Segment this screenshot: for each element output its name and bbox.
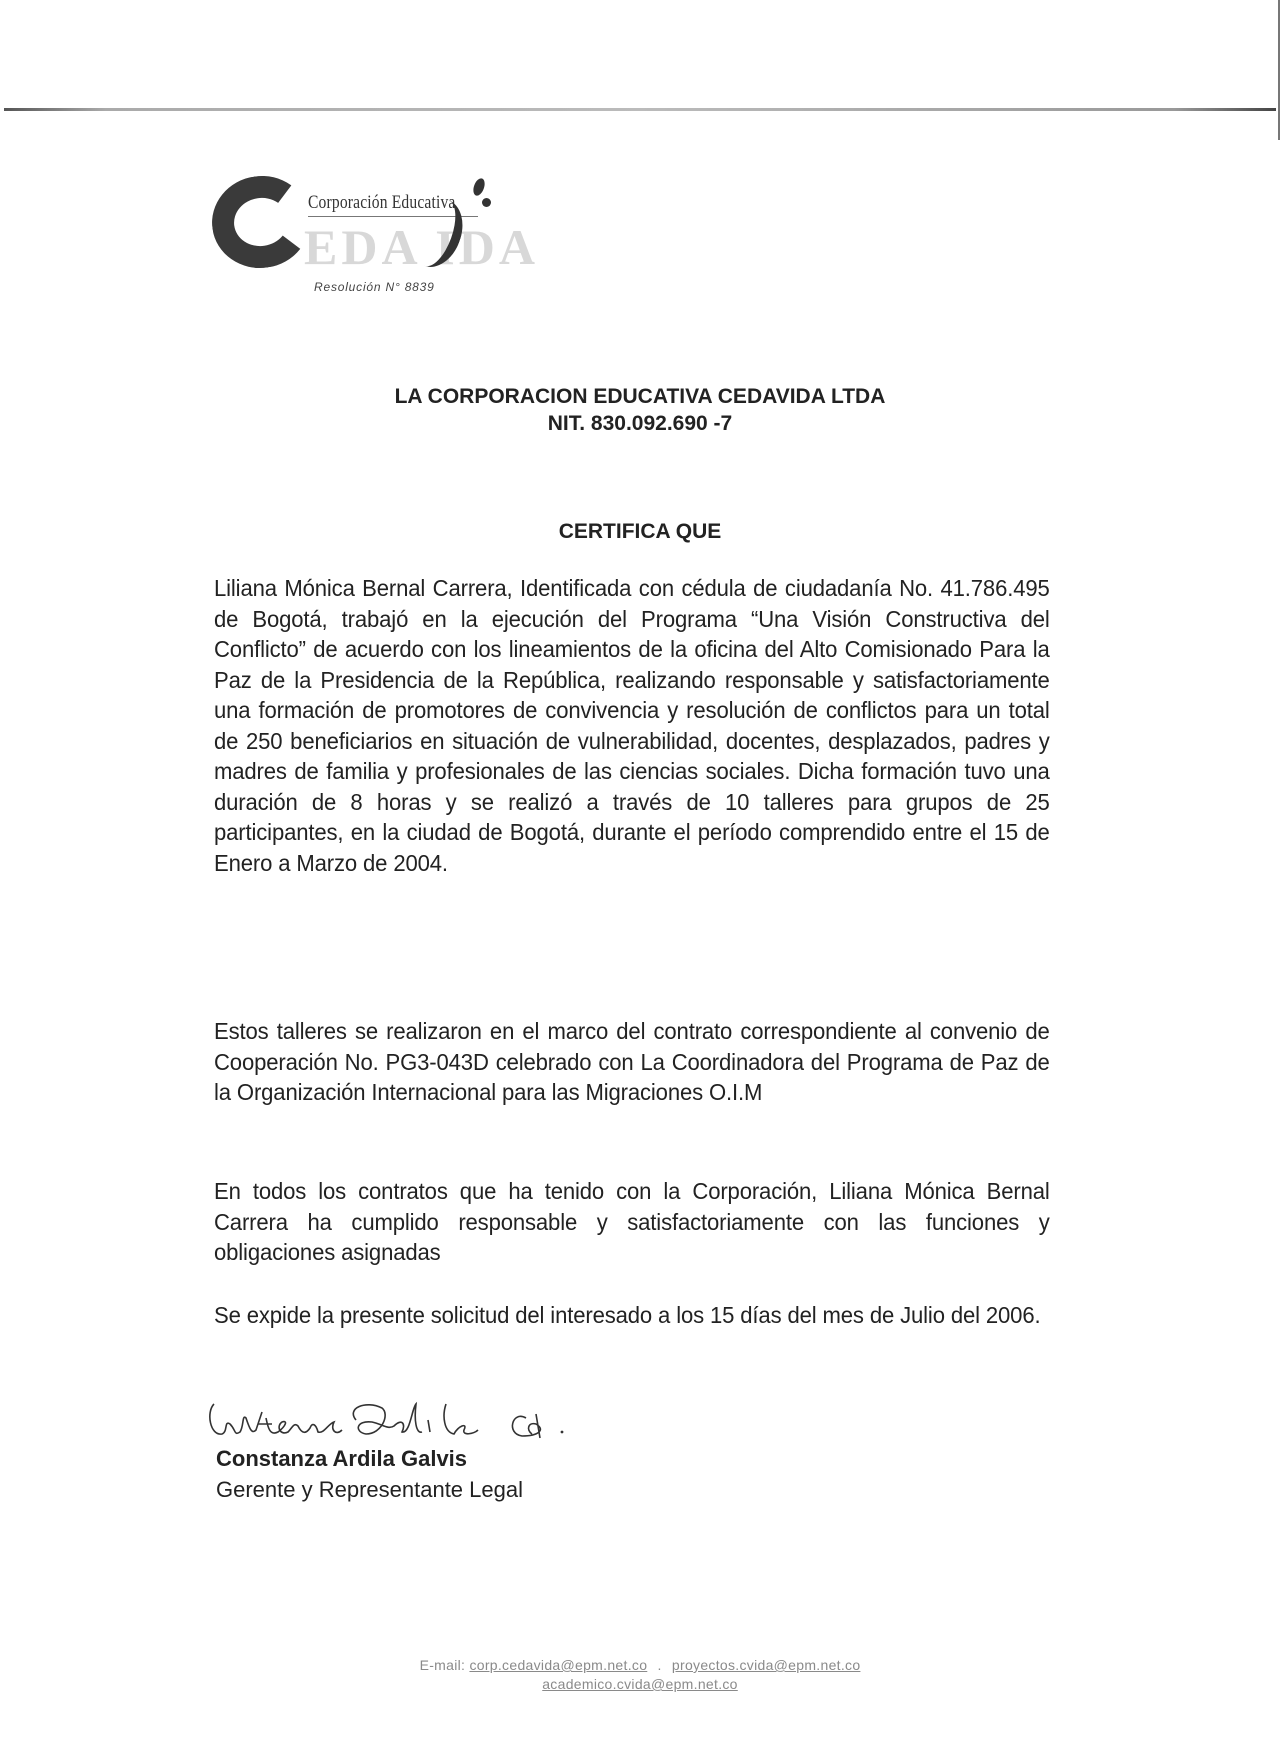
logo-dot-icon: [482, 198, 491, 207]
email-label: E-mail:: [419, 1657, 466, 1673]
signatory-name: Constanza Ardila Galvis: [216, 1446, 468, 1471]
logo-top-text: Corporación Educativa: [308, 192, 456, 213]
email-link-proyectos[interactable]: proyectos.cvida@epm.net.co: [671, 1657, 861, 1673]
footer-contact: [0, 1657, 1280, 1673]
signatory-role: Gerente y Representante Legal: [216, 1477, 523, 1502]
handwritten-signature: [206, 1390, 636, 1446]
certifies-heading: CERTIFICA QUE: [558, 520, 722, 543]
email-separator: .: [657, 1657, 662, 1673]
nit-number: NIT. 830.092.690 -7: [547, 412, 733, 435]
scan-page-edge: [4, 108, 1276, 111]
logo-brand-text: EDA IDA: [304, 219, 539, 275]
scan-background: [0, 0, 1280, 110]
body-paragraph: Liliana Mónica Bernal Carrera, Identificada con cédula de ciudadanía No. 41.786.495 de Bogotá, trabajó en la ejecución del Programa “Una Visión Constructiva del Conflicto” de acuerdo con los lineamientos de la oficina del Alto Comisionado Para la Paz de la Presidencia de la República, realizando responsable y satisfactoriamente una formación de promotores de convivencia y resolución de conflictos para un total de 250 beneficiarios en situación de vulnerabilidad, docentes, desplazados, padres y madres de familia y profesionales de las ciencias sociales. Dicha formación tuvo una duración de 8 horas y se realizó a través de 10 talleres para grupos de 25 participantes, en la ciudad de Bogotá, durante el período comprendido entre el 15 de Enero a Marzo de 2004.: [214, 575, 1050, 876]
email-link-corp[interactable]: corp.cedavida@epm.net.co: [469, 1657, 648, 1673]
logo-resolution: Resolución N° 8839: [314, 280, 435, 294]
organization-title: LA CORPORACION EDUCATIVA CEDAVIDA LTDA: [394, 385, 886, 408]
body-paragraph: Se expide la presente solicitud del interesado a los 15 días del mes de Julio del 2006.: [214, 1302, 1041, 1328]
logo-figure-icon: [471, 177, 487, 197]
body-paragraph: Estos talleres se realizaron en el marco del contrato correspondiente al convenio de Cooperación No. PG3-043D celebrado con La Coordinadora del Programa de Paz de la Organización Internacional para las Migraciones O.I.M: [214, 1018, 1050, 1105]
logo-c-mark: [206, 170, 316, 275]
footer-contact-line-2: [0, 1676, 1280, 1692]
body-paragraph: En todos los contratos que ha tenido con la Corporación, Liliana Mónica Bernal Carrera ha cumplido responsable y satisfactoriamente con las funciones y obligaciones asignadas: [214, 1178, 1050, 1265]
company-logo: [212, 168, 592, 298]
email-link-academico[interactable]: academico.cvida@epm.net.co: [542, 1676, 738, 1692]
